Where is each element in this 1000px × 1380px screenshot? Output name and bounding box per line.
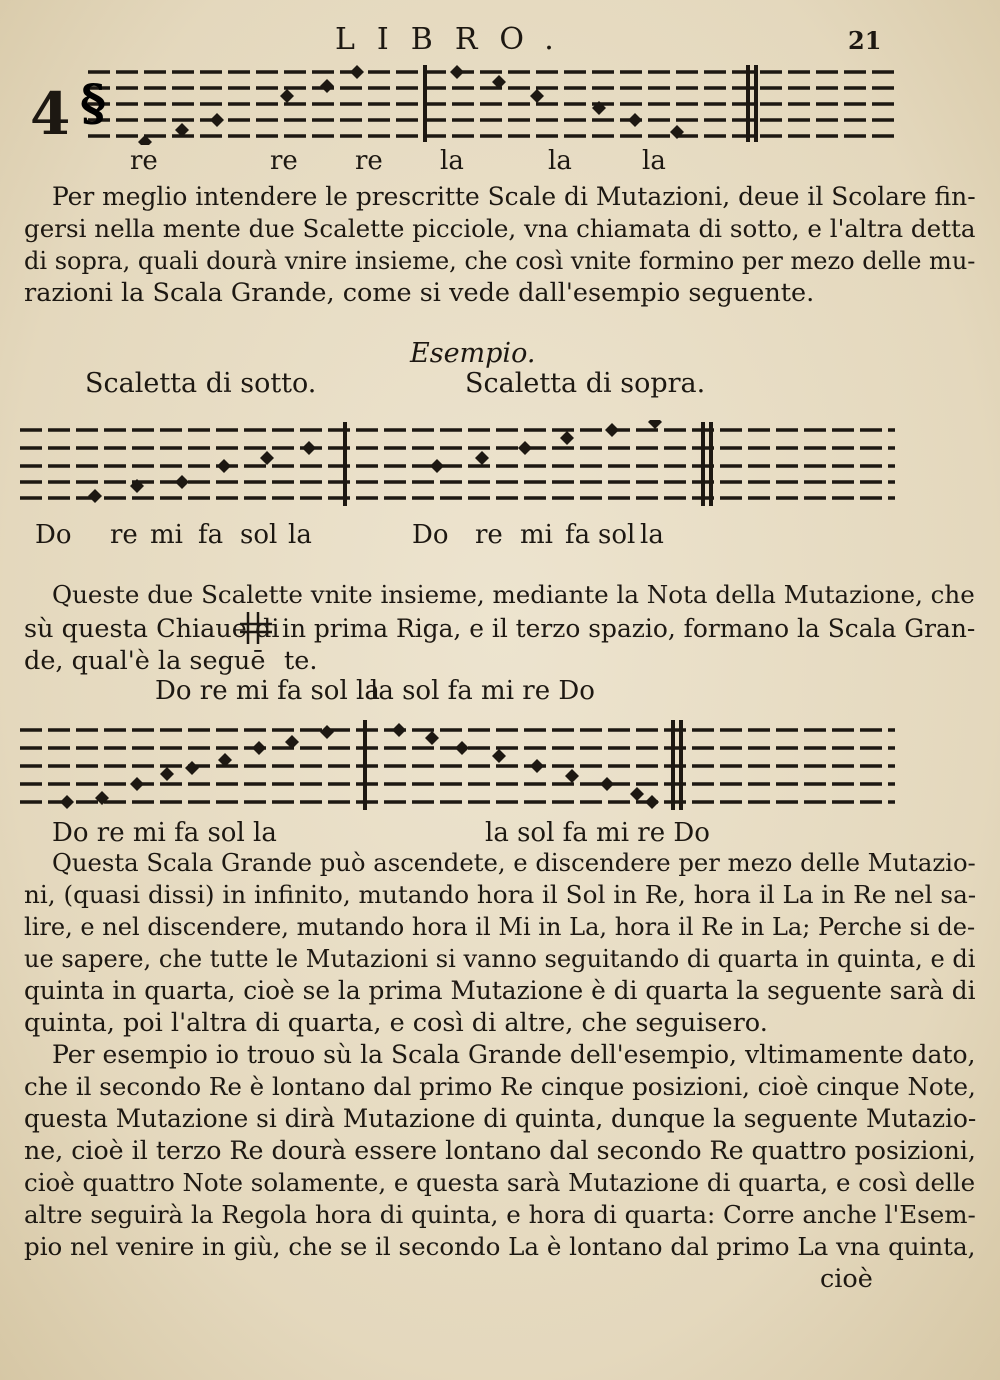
example-number: 4 [30, 80, 71, 148]
text-line: ni, (quasi dissi) in infinito, mutando hora il Sol in Re, hora il La in Re nel sa- [24, 880, 977, 909]
syllable: mi [520, 520, 553, 550]
syllable: re [355, 146, 383, 176]
syllable: re [130, 146, 158, 176]
text-line: lire, e nel discendere, mutando hora il Mi in La, hora il Re in La; Perche si de- [24, 913, 976, 941]
text-line: pio nel venire in giù, che se il secondo La è lontano dal primo La vna quinta, [24, 1232, 976, 1261]
text-line: de, qual'è la seguē [24, 646, 266, 676]
text-line: altre seguirà la Regola hora di quinta, e hora di quarta: Corre anche l'Esem- [24, 1200, 976, 1229]
text-line: cioè quattro Note solamente, e questa sarà Mutazione di quarta, e così delle [24, 1168, 976, 1197]
svg-text:§: § [80, 73, 107, 132]
syllable: re [270, 146, 298, 176]
syllable: Do [412, 520, 449, 550]
syllable: sol [240, 520, 278, 550]
syllable: mi [150, 520, 183, 550]
text-line: te. [284, 646, 318, 676]
catchword: cioè [820, 1264, 873, 1294]
text-line: Queste due Scalette vnite insieme, mediante la Nota della Mutazione, che [52, 580, 975, 609]
scale-label-ascending: Do re mi fa sol la [52, 818, 277, 848]
syllable: la [640, 520, 664, 550]
scale-label-descending: la sol fa mi re Do [370, 676, 595, 706]
left-scale-caption: Scaletta di sotto. [85, 368, 317, 399]
music-staff-3 [20, 718, 900, 814]
example-heading: Esempio. [410, 338, 536, 369]
music-staff-1 [80, 60, 900, 145]
syllable: la [548, 146, 572, 176]
text-line: razioni la Scala Grande, come si vede dall'esempio seguente. [24, 278, 815, 308]
scale-label-ascending: Do re mi fa sol la [155, 676, 380, 706]
text-line: gersi nella mente due Scalette picciole, vna chiamata di sotto, e l'altra detta [24, 214, 976, 243]
syllable: re [475, 520, 503, 550]
page-number: 21 [848, 26, 882, 55]
syllable: sol [598, 520, 636, 550]
syllable: Do [35, 520, 72, 550]
text-line: Per esempio io trouo sù la Scala Grande dell'esempio, vltimamente dato, [52, 1040, 976, 1069]
syllable: fa [198, 520, 224, 550]
text-line: questa Mutazione si dirà Mutazione di quinta, dunque la seguente Mutazio- [24, 1104, 977, 1133]
right-scale-caption: Scaletta di sopra. [465, 368, 706, 399]
scale-label-descending: la sol fa mi re Do [485, 818, 710, 848]
text-line: ne, cioè il terzo Re dourà essere lontano dal secondo Re quattro posizioni, [24, 1136, 976, 1165]
running-title: LIBRO. [335, 22, 576, 57]
music-staff-2 [20, 420, 900, 510]
text-line: quinta in quarta, cioè se la prima Mutazione è di quarta la seguente sarà di [24, 976, 976, 1005]
text-line: di sopra, quali dourà vnire insieme, che così vnite formino per mezo delle mu- [24, 247, 976, 275]
text-line: Questa Scala Grande può ascendete, e discendere per mezo delle Mutazio- [52, 848, 976, 877]
clef-icon [238, 610, 274, 646]
syllable: la [440, 146, 464, 176]
text-line: che il secondo Re è lontano dal primo Re cinque posizioni, cioè cinque Note, [24, 1072, 976, 1101]
syllable: re [110, 520, 138, 550]
text-line: quinta, poi l'altra di quarta, e così di altre, che seguisero. [24, 1008, 768, 1038]
text-line: Per meglio intendere le prescritte Scale di Mutazioni, deue il Scolare fin- [52, 182, 976, 211]
syllable: la [288, 520, 312, 550]
text-line: sù questa Chiaue di [24, 614, 280, 644]
syllable: fa [565, 520, 591, 550]
text-line: ue sapere, che tutte le Mutazioni si vanno seguitando di quarta in quinta, e di [24, 945, 976, 973]
text-line: in prima Riga, e il terzo spazio, formano la Scala Gran- [282, 614, 976, 643]
syllable: la [642, 146, 666, 176]
